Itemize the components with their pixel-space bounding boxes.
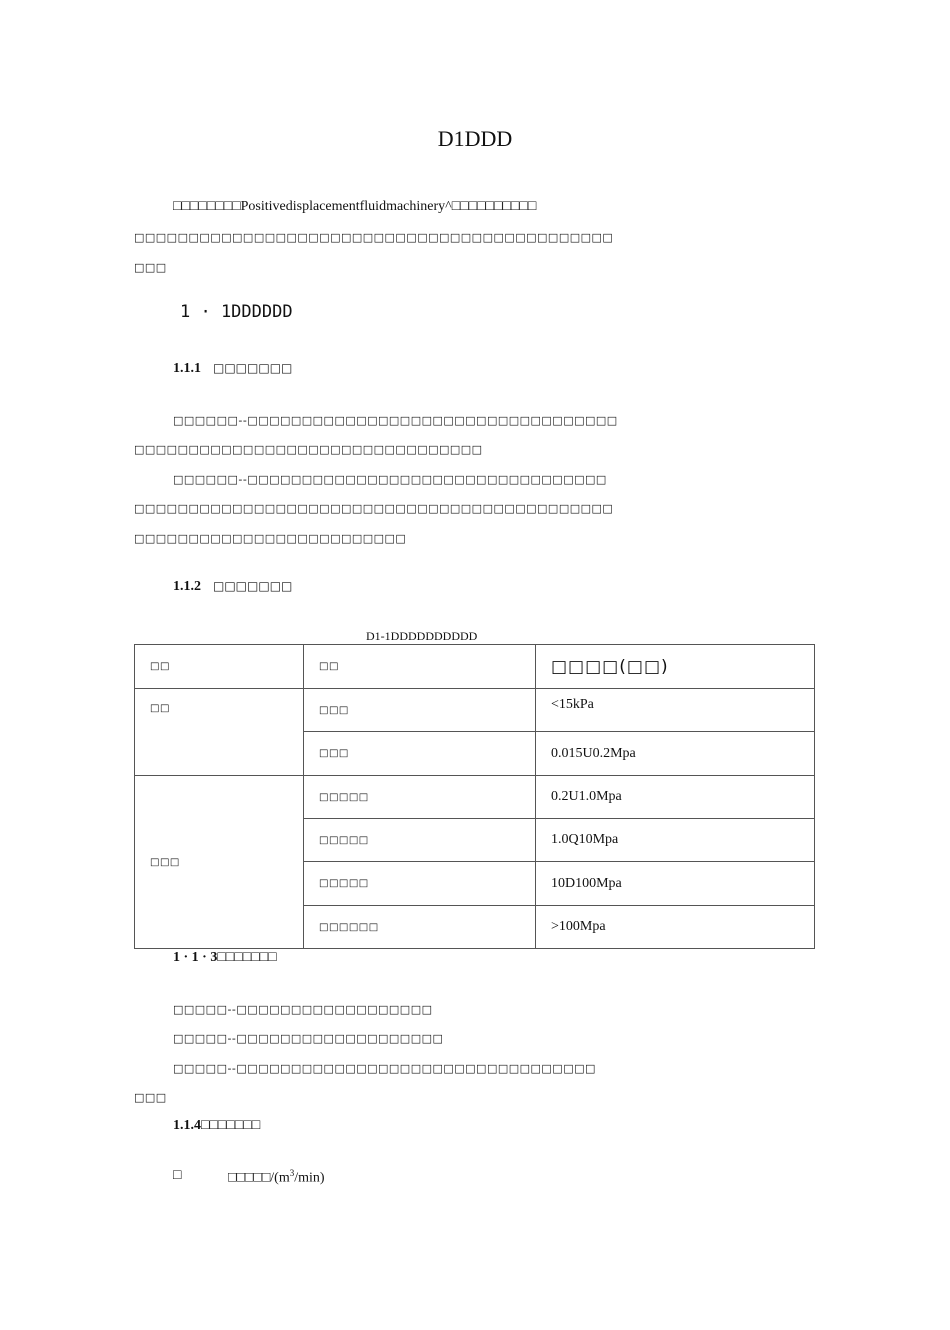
bullet-icon: □ — [173, 1168, 182, 1183]
flow-rate-unit-pre: /(m — [270, 1170, 290, 1186]
table-caption: D1-1DDDDDDDDDD — [366, 629, 478, 643]
intro-line-2: □□□□□□□□□□□□□□□□□□□□□□□□□□□□□□□□□□□□□□□□□□□□ — [134, 231, 614, 244]
group-cell-2: □□□ — [135, 776, 304, 949]
pressure-classification-table — [134, 644, 815, 949]
header-cell-category: □□ — [135, 645, 304, 689]
row-value-cell: 10D100Mpa — [536, 862, 815, 906]
classification-line-1: □□□□□--□□□□□□□□□□□□□□□□□□ — [173, 1003, 433, 1016]
classification-line-3: □□□□□--□□□□□□□□□□□□□□□□□□□□□□□□□□□□□□□□□ — [173, 1062, 596, 1075]
paragraph-1-line-2: □□□□□□□□□□□□□□□□□□□□□□□□□□□□□□□□ — [134, 443, 483, 456]
paragraph-1-line-1: □□□□□□--□□□□□□□□□□□□□□□□□□□□□□□□□□□□□□□□□□ — [173, 414, 618, 427]
row-name-cell: □□□□□ — [304, 819, 536, 862]
flow-rate-item — [228, 1168, 325, 1187]
row-value-cell: <15kPa — [536, 689, 815, 732]
flow-rate-label: □□□□□ — [228, 1170, 271, 1186]
row-name-cell: □□□ — [304, 689, 536, 732]
subsection-title: □□□□□□□ — [213, 361, 293, 375]
subsection-heading-1-1-3: 1 · 1 · 3□□□□□□□ — [173, 950, 277, 965]
subsection-heading-1-1-1 — [173, 361, 292, 377]
paragraph-2-line-2: □□□□□□□□□□□□□□□□□□□□□□□□□□□□□□□□□□□□□□□□□□□□ — [134, 502, 614, 515]
intro-line-1: □□□□□□□□Positivedisplacementfluidmachinery^□□□□□□□□□□ — [173, 199, 537, 214]
row-name-cell: □□□ — [304, 732, 536, 776]
row-value-cell: 0.2U1.0Mpa — [536, 776, 815, 819]
flow-rate-unit-post: /min) — [294, 1170, 325, 1186]
flow-rate-unit-sup: 3 — [289, 1168, 295, 1178]
subsection-heading-1-1-4: 1.1.4□□□□□□□ — [173, 1118, 261, 1133]
header-cell-name: □□ — [304, 645, 536, 689]
paragraph-2-line-1: □□□□□□--□□□□□□□□□□□□□□□□□□□□□□□□□□□□□□□□□ — [173, 473, 607, 486]
table-row — [135, 776, 815, 819]
row-value-cell: 1.0Q10Mpa — [536, 819, 815, 862]
row-name-cell: □□□□□ — [304, 776, 536, 819]
row-name-cell: □□□□□ — [304, 862, 536, 906]
document-title: D1DDD — [437, 126, 513, 151]
intro-line-3: □□□ — [134, 261, 167, 274]
table-header-row — [135, 645, 815, 689]
row-name-cell: □□□□□□ — [304, 906, 536, 949]
group-cell-1: □□ — [135, 689, 304, 776]
table-row — [135, 689, 815, 732]
subsection-number: 1.1.2 — [173, 579, 201, 594]
classification-line-2: □□□□□--□□□□□□□□□□□□□□□□□□□ — [173, 1032, 444, 1045]
row-value-cell: 0.015U0.2Mpa — [536, 732, 815, 776]
subsection-title: □□□□□□□ — [213, 579, 293, 593]
header-cell-pressure: □□□□(□□) — [536, 645, 815, 689]
section-heading-1-1: 1 · 1DDDDDD — [180, 302, 293, 322]
subsection-heading-1-1-2 — [173, 579, 292, 595]
paragraph-2-line-3: □□□□□□□□□□□□□□□□□□□□□□□□□ — [134, 532, 407, 545]
subsection-number: 1.1.1 — [173, 361, 201, 376]
row-value-cell: >100Mpa — [536, 906, 815, 949]
classification-line-4: □□□ — [134, 1091, 167, 1104]
